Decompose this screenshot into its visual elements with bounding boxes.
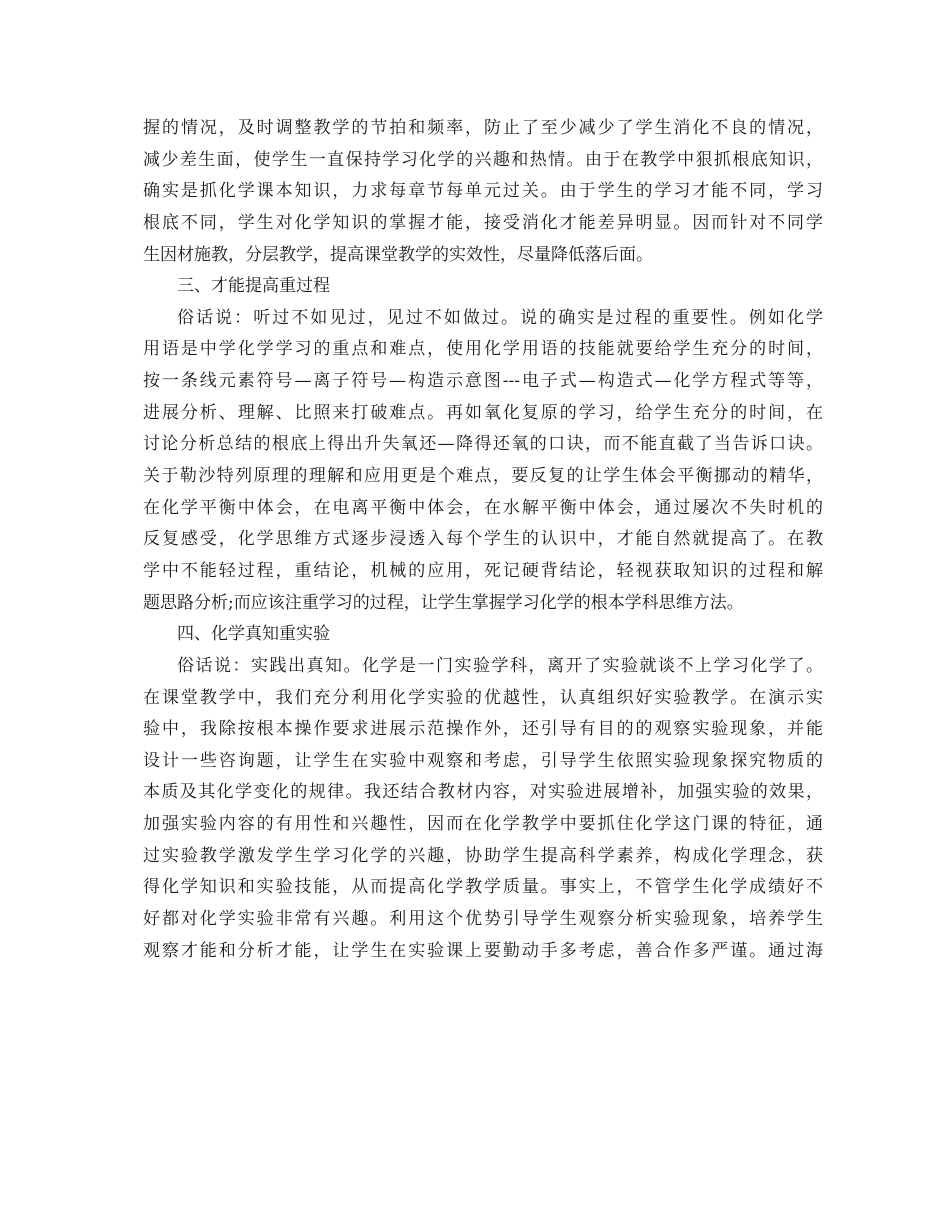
text-line: 进展分析、理解、比照来打破难点。再如氧化复原的学习，给学生充分的时间，在 xyxy=(143,402,823,423)
paragraph-1 xyxy=(143,113,823,271)
text-line: 得化学知识和实验技能，从而提高化学教学质量。事实上，不管学生化学成绩好不 xyxy=(143,877,823,898)
text-line: 验中，我除按根本操作要求进展示范操作外，还引导有目的的观察实验现象，并能 xyxy=(143,719,823,740)
section-heading-4: 四、化学真知重实验 xyxy=(177,624,330,645)
text-line: 按一条线元素符号—离子符号—构造示意图---电子式—构造式—化学方程式等等， xyxy=(143,371,823,392)
text-line: 讨论分析总结的根底上得出升失氧还—降得还氧的口诀，而不能直截了当告诉口诀。 xyxy=(143,434,823,455)
text-line: 反复感受，化学思维方式逐步浸透入每个学生的认识中，才能自然就提高了。在教 xyxy=(143,529,823,550)
text-line: 生因材施教，分层教学，提高课堂教学的实效性，尽量降低落后面。 xyxy=(143,244,653,265)
text-line: 减少差生面，使学生一直保持学习化学的兴趣和热情。由于在教学中狠抓根底知识， xyxy=(143,149,823,170)
text-line: 观察才能和分析才能，让学生在实验课上要勤动手多考虑，善合作多严谨。通过海 xyxy=(143,940,823,961)
text-line: 根底不同，学生对化学知识的掌握才能，接受消化才能差异明显。因而针对不同学 xyxy=(143,212,823,233)
section-heading-3: 三、才能提高重过程 xyxy=(177,276,330,297)
paragraph-2 xyxy=(143,303,823,619)
text-line: 俗话说：实践出真知。化学是一门实验学科，离开了实验就谈不上学习化学了。 xyxy=(177,655,823,676)
text-line: 在课堂教学中，我们充分利用化学实验的优越性，认真组织好实验教学。在演示实 xyxy=(143,687,823,708)
paragraph-3 xyxy=(143,651,823,967)
text-line: 用语是中学化学学习的重点和难点，使用化学用语的技能就要给学生充分的时间， xyxy=(143,339,823,360)
text-line: 学中不能轻过程，重结论，机械的应用，死记硬背结论，轻视获取知识的过程和解 xyxy=(143,560,823,581)
text-line: 加强实验内容的有用性和兴趣性，因而在化学教学中要抓住化学这门课的特征，通 xyxy=(143,814,823,835)
text-line: 握的情况，及时调整教学的节拍和频率，防止了至少减少了学生消化不良的情况， xyxy=(143,118,823,138)
text-line: 关于勒沙特列原理的理解和应用更是个难点，要反复的让学生体会平衡挪动的精华， xyxy=(143,466,823,487)
text-line: 题思路分析;而应该注重学习的过程，让学生掌握学习化学的根本学科思维方法。 xyxy=(143,592,744,613)
text-line: 本质及其化学变化的规律。我还结合教材内容，对实验进展增补，加强实验的效果， xyxy=(143,782,823,803)
text-line: 确实是抓化学课本知识，力求每章节每单元过关。由于学生的学习才能不同，学习 xyxy=(143,181,823,202)
text-line: 设计一些咨询题，让学生在实验中观察和考虑，引导学生依照实验现象探究物质的 xyxy=(143,750,823,771)
text-line: 在化学平衡中体会，在电离平衡中体会，在水解平衡中体会，通过屡次不失时机的 xyxy=(143,497,823,518)
document-page xyxy=(143,113,823,967)
text-line: 俗话说：听过不如见过，见过不如做过。说的确实是过程的重要性。例如化学 xyxy=(177,307,823,328)
text-line: 好都对化学实验非常有兴趣。利用这个优势引导学生观察分析实验现象，培养学生 xyxy=(143,909,823,930)
text-line: 过实验教学激发学生学习化学的兴趣，协助学生提高科学素养，构成化学理念，获 xyxy=(143,845,823,866)
